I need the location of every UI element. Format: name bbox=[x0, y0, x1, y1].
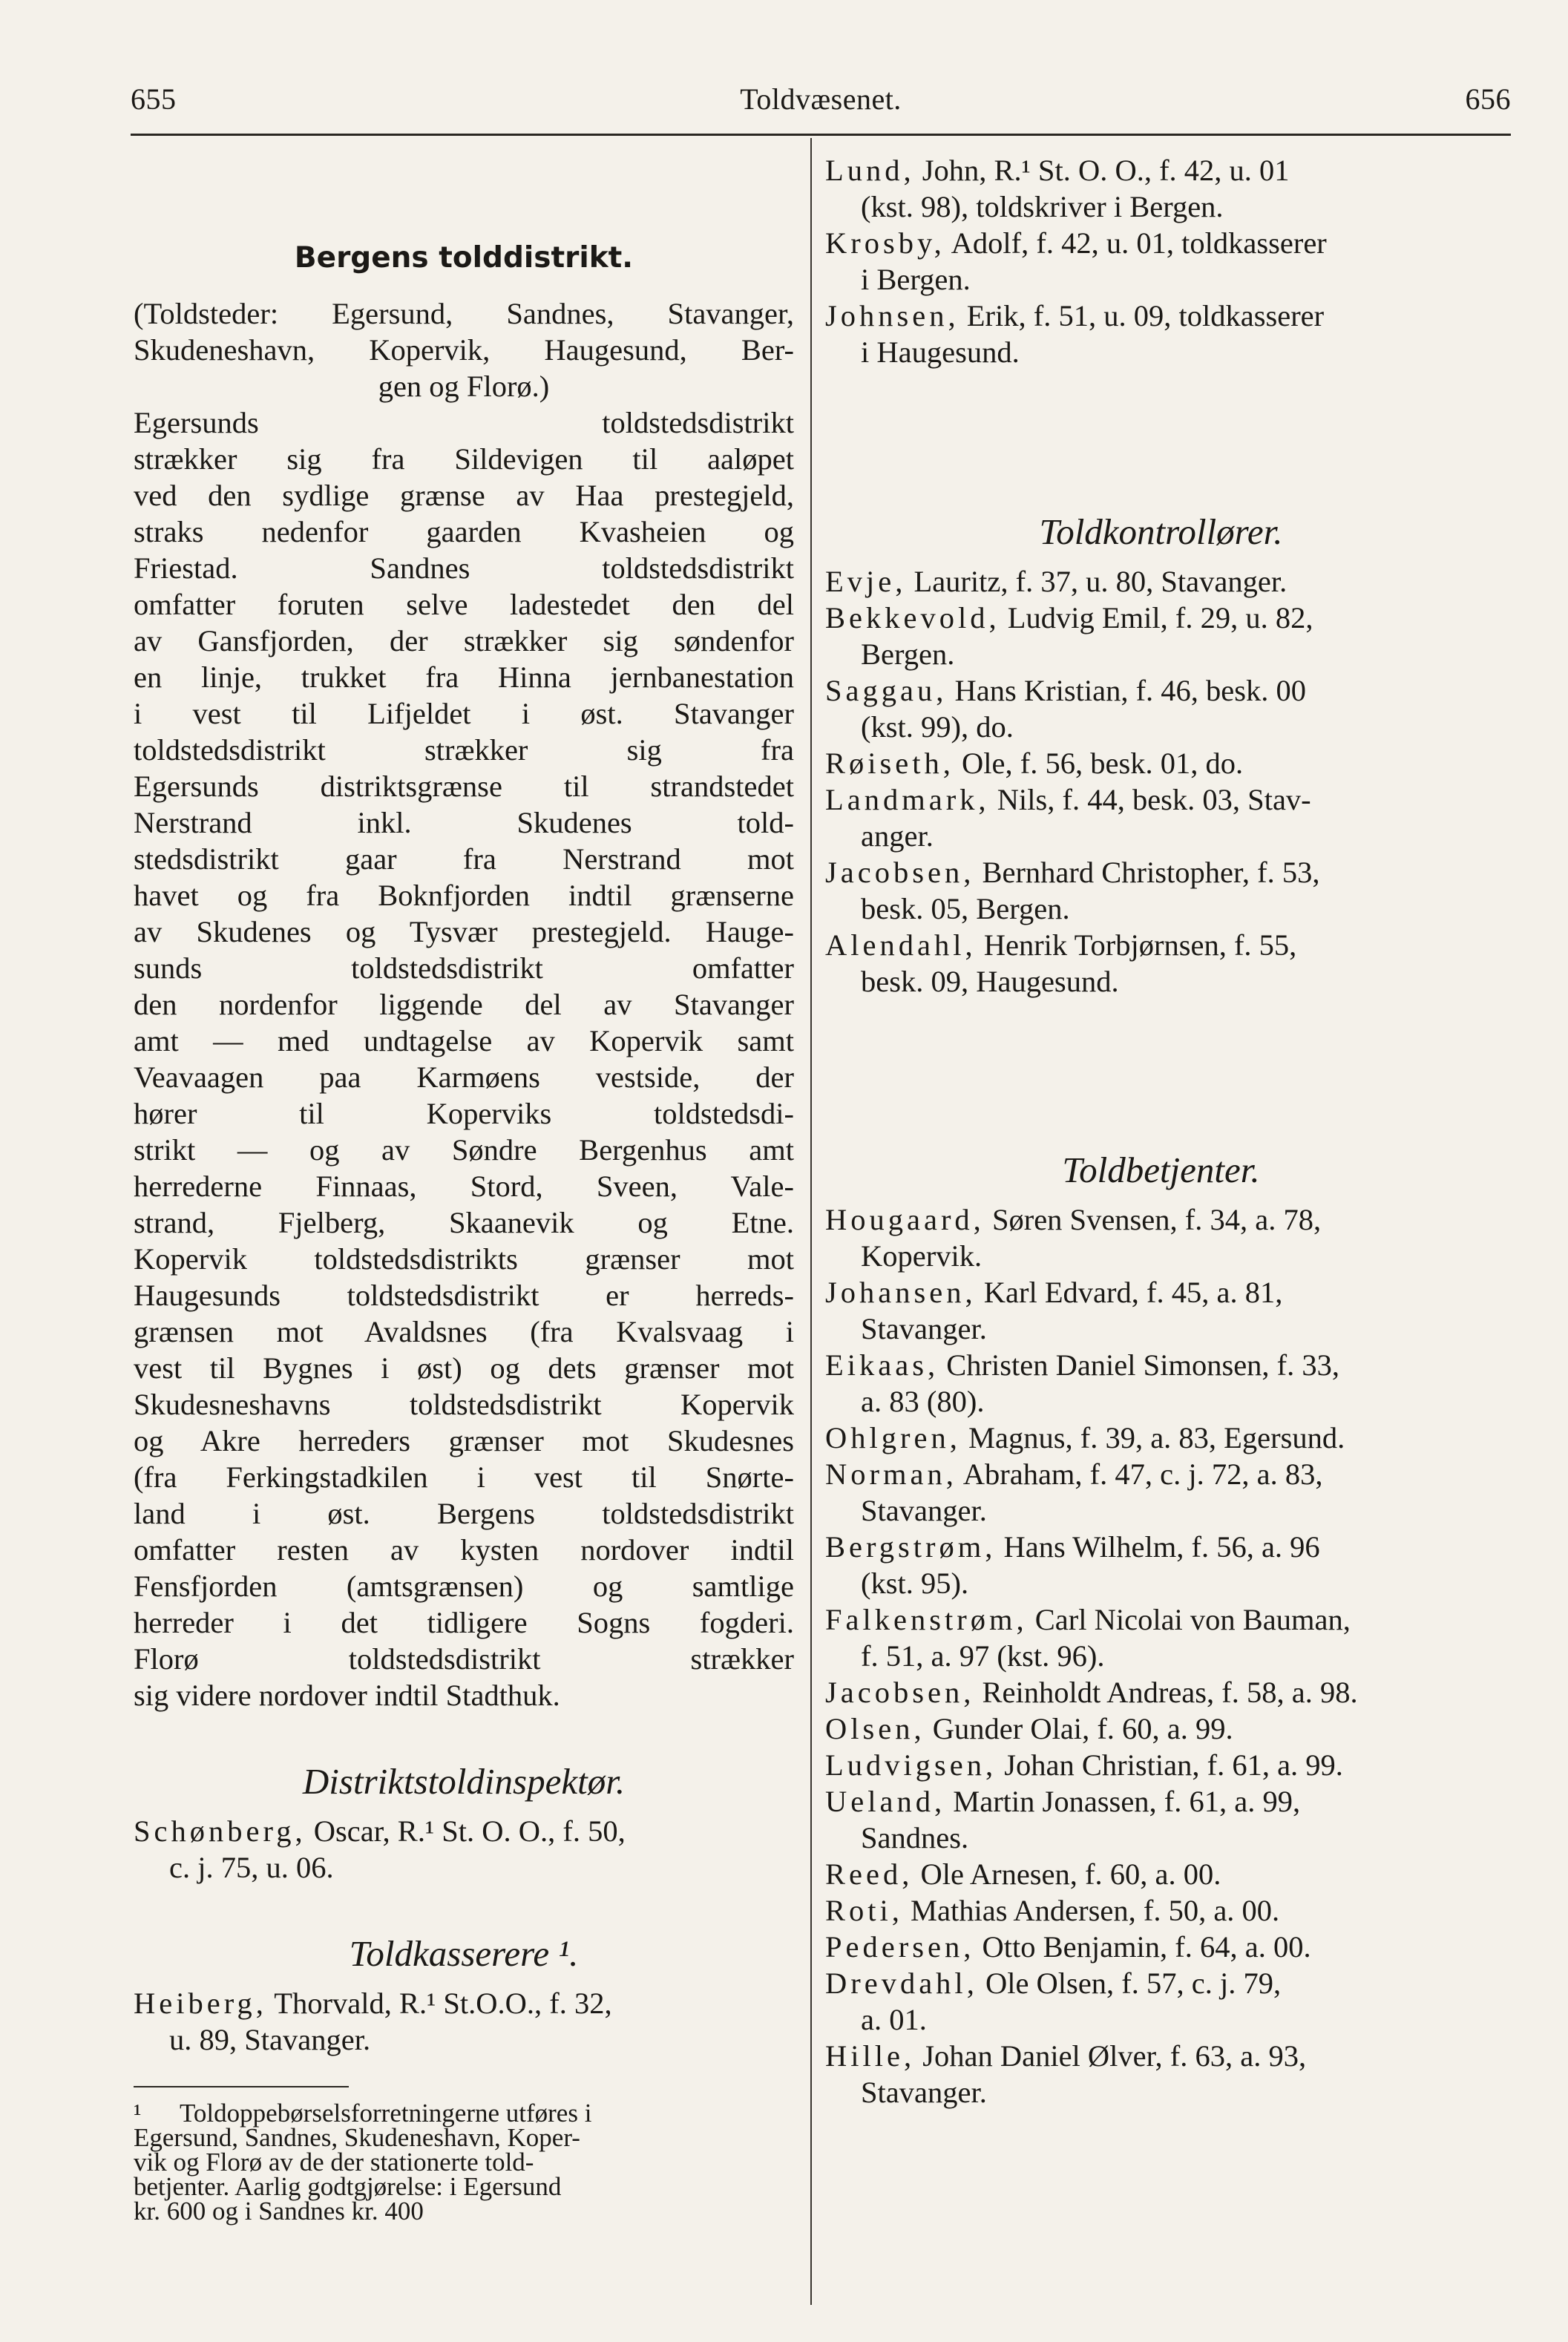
entry-details: Karl Edvard, f. 45, a. 81, bbox=[976, 1276, 1283, 1309]
staff-entry bbox=[825, 1783, 1497, 1856]
entry-details: Mathias Andersen, f. 50, a. 00. bbox=[902, 1894, 1280, 1927]
entry-name: Johnsen, bbox=[825, 299, 960, 332]
district-title: Bergens tolddistrikt. bbox=[294, 241, 634, 275]
staff-entry bbox=[825, 1892, 1497, 1929]
text-line: sig videre nordover indtil Stadthuk. bbox=[134, 1679, 560, 1712]
staff-entry bbox=[825, 781, 1497, 854]
entry-continuation: Stavanger. bbox=[861, 2076, 987, 2109]
staff-list-top bbox=[825, 152, 1497, 370]
cashier-entry bbox=[134, 1985, 794, 2058]
entry-continuation: c. j. 75, u. 06. bbox=[169, 1851, 334, 1884]
entry-details: Otto Benjamin, f. 64, a. 00. bbox=[974, 1930, 1311, 1964]
staff-entry bbox=[825, 1420, 1497, 1456]
entry-name: Landmark, bbox=[825, 783, 990, 816]
entry-name: Hougaard, bbox=[825, 1203, 985, 1236]
staff-entry bbox=[825, 298, 1497, 370]
footnote bbox=[134, 2101, 794, 2223]
staff-entry bbox=[825, 1856, 1497, 1892]
entry-details: Lauritz, f. 37, u. 80, Stavanger. bbox=[906, 565, 1287, 598]
entry-name: Jacobsen, bbox=[825, 856, 975, 889]
intro-text bbox=[134, 295, 794, 404]
text-line: hører til Koperviks toldstedsdi- bbox=[134, 1097, 794, 1130]
inspector-entry bbox=[134, 1813, 794, 1886]
text-line: strand, Fjelberg, Skaanevik og Etne. bbox=[134, 1206, 794, 1239]
entry-name: Lund, bbox=[825, 154, 915, 187]
footnote-line: betjenter. Aarlig godtgjørelse: i Egersund bbox=[134, 2172, 562, 2201]
inspector-heading: Distriktstoldinspektør. bbox=[302, 1761, 626, 1802]
text-line: strikt — og av Søndre Bergenhus amt bbox=[134, 1133, 794, 1167]
entry-name: Pedersen, bbox=[825, 1930, 975, 1964]
entry-details: Oscar, R.¹ St. O. O., f. 50, bbox=[306, 1814, 626, 1848]
right-column bbox=[825, 152, 1497, 2110]
entry-details: Ole Arnesen, f. 60, a. 00. bbox=[913, 1857, 1221, 1891]
entry-name: Roti, bbox=[825, 1894, 903, 1927]
district-description bbox=[134, 404, 794, 1713]
staff-entry bbox=[825, 1601, 1497, 1674]
footnote-marker: ¹ bbox=[134, 2099, 142, 2128]
text-line: (Toldsteder: Egersund, Sandnes, Stavanger, bbox=[134, 297, 794, 330]
entry-continuation: Sandnes. bbox=[861, 1821, 969, 1854]
entry-name: Krosby, bbox=[825, 226, 945, 260]
entry-details: Johan Daniel Ølver, f. 63, a. 93, bbox=[915, 2039, 1307, 2073]
column-divider bbox=[810, 138, 812, 2305]
staff-entry bbox=[825, 1674, 1497, 1710]
staff-entry bbox=[825, 1274, 1497, 1347]
entry-name: Johansen, bbox=[825, 1276, 977, 1309]
footnote-rule bbox=[134, 2086, 349, 2087]
officers-list bbox=[825, 1201, 1497, 2110]
entry-continuation: Bergen. bbox=[861, 637, 955, 671]
text-line: i vest til Lifjeldet i øst. Stavanger bbox=[134, 697, 794, 730]
entry-name: Norman, bbox=[825, 1457, 957, 1491]
entry-details: John, R.¹ St. O. O., f. 42, u. 01 bbox=[914, 154, 1290, 187]
text-line: Kopervik toldstedsdistrikts grænser mot bbox=[134, 1242, 794, 1276]
entry-continuation: a. 83 (80). bbox=[861, 1385, 985, 1418]
staff-entry bbox=[825, 563, 1497, 600]
staff-entry bbox=[825, 1929, 1497, 1965]
entry-name: Ueland, bbox=[825, 1785, 946, 1818]
staff-entry bbox=[825, 225, 1497, 298]
entry-continuation: anger. bbox=[861, 819, 934, 853]
entry-name: Røiseth, bbox=[825, 747, 954, 780]
entry-details: Gunder Olai, f. 60, a. 99. bbox=[925, 1712, 1233, 1745]
text-line: Egersunds distriktsgrænse til strandstedet bbox=[134, 770, 794, 803]
footnote-line: vik og Florø av de der stationerte told- bbox=[134, 2148, 534, 2177]
controllers-list bbox=[825, 563, 1497, 1000]
entry-details: Hans Kristian, f. 46, besk. 00 bbox=[947, 674, 1307, 707]
staff-entry bbox=[825, 745, 1497, 781]
staff-entry bbox=[825, 1710, 1497, 1747]
entry-details: Magnus, f. 39, a. 83, Egersund. bbox=[960, 1421, 1345, 1454]
entry-details: Ole, f. 56, besk. 01, do. bbox=[954, 747, 1244, 780]
entry-name: Alendahl, bbox=[825, 928, 977, 962]
text-line: den nordenfor liggende del av Stavanger bbox=[134, 988, 794, 1021]
entry-name: Ohlgren, bbox=[825, 1421, 961, 1454]
text-line: Haugesunds toldstedsdistrikt er herreds- bbox=[134, 1279, 794, 1312]
entry-continuation: u. 89, Stavanger. bbox=[169, 2023, 371, 2056]
entry-continuation: Stavanger. bbox=[861, 1312, 987, 1345]
entry-details: Carl Nicolai von Bauman, bbox=[1027, 1603, 1351, 1636]
staff-entry bbox=[825, 927, 1497, 1000]
page-number-left: 655 bbox=[131, 82, 177, 116]
entry-name: Schønberg, bbox=[134, 1814, 306, 1848]
entry-details: Erik, f. 51, u. 09, toldkasserer bbox=[959, 299, 1325, 332]
text-line: straks nedenfor gaarden Kvasheien og bbox=[134, 515, 794, 548]
text-line: Veavaagen paa Karmøens vestside, der bbox=[134, 1060, 794, 1094]
text-line: havet og fra Boknfjorden indtil grænserne bbox=[134, 879, 794, 912]
left-column bbox=[134, 152, 794, 2223]
entry-name: Saggau, bbox=[825, 674, 948, 707]
staff-entry bbox=[825, 1201, 1497, 1274]
entry-details: Abraham, f. 47, c. j. 72, a. 83, bbox=[957, 1457, 1323, 1491]
entry-details: Reinholdt Andreas, f. 58, a. 98. bbox=[974, 1676, 1358, 1709]
text-line: Friestad. Sandnes toldstedsdistrikt bbox=[134, 551, 794, 585]
entry-details: Henrik Torbjørnsen, f. 55, bbox=[976, 928, 1297, 962]
text-line: en linje, trukket fra Hinna jernbanestation bbox=[134, 660, 794, 694]
text-line: herrederne Finnaas, Stord, Sveen, Vale- bbox=[134, 1170, 794, 1203]
entry-name: Olsen, bbox=[825, 1712, 925, 1745]
text-line: av Gansfjorden, der strækker sig søndenfor bbox=[134, 624, 794, 657]
entry-continuation: f. 51, a. 97 (kst. 96). bbox=[861, 1639, 1105, 1673]
entry-name: Evje, bbox=[825, 565, 907, 598]
text-line: omfatter foruten selve ladestedet den del bbox=[134, 588, 794, 621]
staff-entry bbox=[825, 1529, 1497, 1601]
entry-name: Jacobsen, bbox=[825, 1676, 975, 1709]
cashier-heading: Toldkasserere ¹. bbox=[349, 1933, 579, 1974]
text-line: Fensfjorden (amtsgrænsen) og samtlige bbox=[134, 1569, 794, 1603]
text-line: grænsen mot Avaldsnes (fra Kvalsvaag i bbox=[134, 1315, 794, 1348]
controllers-heading: Toldkontrollører. bbox=[1039, 511, 1283, 552]
entry-name: Drevdahl, bbox=[825, 1967, 978, 2000]
entry-details: Ole Olsen, f. 57, c. j. 79, bbox=[977, 1967, 1282, 2000]
entry-name: Reed, bbox=[825, 1857, 913, 1891]
footnote-line: Egersund, Sandnes, Skudeneshavn, Koper- bbox=[134, 2123, 580, 2152]
text-line: omfatter resten av kysten nordover indtil bbox=[134, 1533, 794, 1567]
text-line: land i øst. Bergens toldstedsdistrikt bbox=[134, 1497, 794, 1530]
entry-continuation: i Bergen. bbox=[861, 263, 971, 296]
text-line: ved den sydlige grænse av Haa prestegjeld, bbox=[134, 479, 794, 512]
entry-continuation: besk. 05, Bergen. bbox=[861, 892, 1070, 925]
text-line: og Akre herreders grænser mot Skudesnes bbox=[134, 1424, 794, 1457]
entry-continuation: i Haugesund. bbox=[861, 335, 1020, 369]
footnote-line: kr. 600 og i Sandnes kr. 400 bbox=[134, 2197, 424, 2225]
text-line: Florø toldstedsdistrikt strækker bbox=[134, 1642, 794, 1676]
entry-details: Ludvig Emil, f. 29, u. 82, bbox=[1000, 601, 1313, 634]
entry-details: Martin Jonassen, f. 61, a. 99, bbox=[945, 1785, 1301, 1818]
text-line: sunds toldstedsdistrikt omfatter bbox=[134, 951, 794, 985]
entry-name: Bekkevold, bbox=[825, 601, 1000, 634]
header-rule bbox=[131, 134, 1511, 136]
entry-continuation: a. 01. bbox=[861, 2003, 927, 2036]
entry-continuation: Kopervik. bbox=[861, 1239, 983, 1273]
text-line: strækker sig fra Sildevigen til aaløpet bbox=[134, 442, 794, 476]
staff-entry bbox=[825, 672, 1497, 745]
entry-details: Nils, f. 44, besk. 03, Stav- bbox=[989, 783, 1311, 816]
footnote-line: Toldoppebørselsforretningerne utføres i bbox=[180, 2099, 592, 2128]
entry-continuation: (kst. 95). bbox=[861, 1567, 969, 1600]
text-line: amt — med undtagelse av Kopervik samt bbox=[134, 1024, 794, 1057]
entry-name: Bergstrøm, bbox=[825, 1530, 997, 1564]
entry-details: Søren Svensen, f. 34, a. 78, bbox=[984, 1203, 1322, 1236]
text-line: toldstedsdistrikt strækker sig fra bbox=[134, 733, 794, 767]
entry-details: Thorvald, R.¹ St.O.O., f. 32, bbox=[266, 1987, 612, 2020]
page-header bbox=[131, 74, 1511, 126]
staff-entry bbox=[825, 2038, 1497, 2110]
staff-entry bbox=[825, 1456, 1497, 1529]
entry-name: Ludvigsen, bbox=[825, 1748, 997, 1782]
entry-continuation: (kst. 98), toldskriver i Bergen. bbox=[861, 190, 1224, 223]
entry-continuation: (kst. 99), do. bbox=[861, 710, 1014, 744]
entry-continuation: Stavanger. bbox=[861, 1494, 987, 1527]
staff-entry bbox=[825, 1965, 1497, 2038]
staff-entry bbox=[825, 600, 1497, 672]
staff-entry bbox=[825, 1347, 1497, 1420]
text-line: Skudesneshavns toldstedsdistrikt Kopervik bbox=[134, 1388, 794, 1421]
entry-details: Hans Wilhelm, f. 56, a. 96 bbox=[996, 1530, 1320, 1564]
entry-name: Hille, bbox=[825, 2039, 916, 2073]
text-line: herreder i det tidligere Sogns fogderi. bbox=[134, 1606, 794, 1639]
staff-entry bbox=[825, 854, 1497, 927]
entry-details: Christen Daniel Simonsen, f. 33, bbox=[939, 1348, 1340, 1382]
running-title: Toldvæsenet. bbox=[740, 82, 902, 116]
text-line: stedsdistrikt gaar fra Nerstrand mot bbox=[134, 842, 794, 876]
entry-details: Johan Christian, f. 61, a. 99. bbox=[997, 1748, 1343, 1782]
entry-name: Falkenstrøm, bbox=[825, 1603, 1028, 1636]
page-number-right: 656 bbox=[1465, 82, 1511, 116]
text-line: Skudeneshavn, Kopervik, Haugesund, Ber- bbox=[134, 333, 794, 367]
text-line: Nerstrand inkl. Skudenes told- bbox=[134, 806, 794, 839]
entry-details: Bernhard Christopher, f. 53, bbox=[974, 856, 1320, 889]
staff-entry bbox=[825, 152, 1497, 225]
entry-name: Heiberg, bbox=[134, 1987, 267, 2020]
text-line: Egersunds toldstedsdistrikt bbox=[134, 406, 794, 439]
text-line: (fra Ferkingstadkilen i vest til Snørte- bbox=[134, 1460, 794, 1494]
text-line: gen og Florø.) bbox=[378, 370, 550, 403]
staff-entry bbox=[825, 1747, 1497, 1783]
entry-details: Adolf, f. 42, u. 01, toldkasserer bbox=[945, 226, 1327, 260]
entry-name: Eikaas, bbox=[825, 1348, 939, 1382]
officers-heading: Toldbetjenter. bbox=[1062, 1149, 1260, 1190]
entry-continuation: besk. 09, Haugesund. bbox=[861, 965, 1119, 998]
text-line: av Skudenes og Tysvær prestegjeld. Hauge- bbox=[134, 915, 794, 948]
text-line: vest til Bygnes i øst) og dets grænser mot bbox=[134, 1351, 794, 1385]
